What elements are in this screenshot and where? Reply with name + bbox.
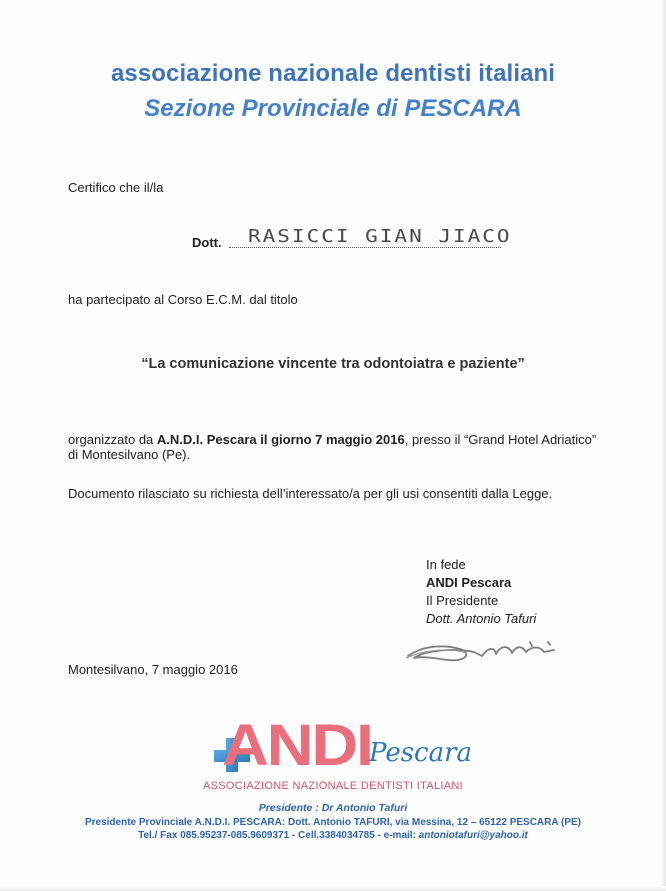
organizzato-pre: organizzato da (68, 432, 157, 447)
documento-text: Documento rilasciato su richiesta dell’interessato/a per gli usi consentiti dalla Legge. (68, 486, 553, 501)
signature-block (426, 556, 536, 628)
signature-org: ANDI Pescara (426, 575, 512, 590)
scan-shadow-bottom (0, 886, 666, 891)
signature-name: Dott. Antonio Tafuri (426, 611, 537, 626)
in-fede-text: In fede (426, 557, 466, 572)
footer-email: antoniotafuri@yahoo.it (418, 830, 528, 841)
certifico-text: Certifico che il/la (68, 180, 164, 195)
name-dotted-line (229, 247, 501, 248)
footer-contacts (0, 830, 666, 841)
handwritten-name: RASICCI GIAN JIACO (248, 226, 512, 247)
course-title: “La comunicazione vincente tra odontoiatra e paziente” (141, 356, 525, 372)
dott-label: Dott. (192, 235, 222, 250)
andi-logo-text: ANDI (222, 713, 372, 778)
signature-role: Il Presidente (426, 593, 499, 608)
scan-shadow-right (660, 0, 666, 891)
footer-address: Presidente Provinciale A.N.D.I. PESCARA: Dott. Antonio TAFURI, via Messina, 12 – 65122 PESCARA (PE) (84, 817, 582, 828)
logo-association-text: ASSOCIAZIONE NAZIONALE DENTISTI ITALIANI (203, 780, 463, 792)
organizzato-org: A.N.D.I. Pescara il giorno 7 maggio 2016 (156, 432, 405, 447)
handwritten-signature (404, 636, 564, 668)
header-association: associazione nazionale dentisti italiani (110, 60, 556, 87)
organizzato-post: , presso il “Grand Hotel Adriatico” (404, 432, 597, 447)
location-text: di Montesilvano (Pe). (68, 447, 191, 462)
header-section: Sezione Provinciale di PESCARA (144, 95, 522, 122)
organizzato-text (68, 432, 596, 447)
footer-contacts-text: Tel./ Fax 085.95237-085.9609371 - Cell.3384034785 - e-mail: (138, 830, 419, 841)
footer-president: Presidente : Dr Antonio Tafuri (258, 802, 408, 814)
logo-pescara-text: Pescara (369, 738, 473, 768)
date-line: Montesilvano, 7 maggio 2016 (68, 662, 238, 677)
partecipato-text: ha partecipato al Corso E.C.M. dal titolo (68, 292, 298, 307)
